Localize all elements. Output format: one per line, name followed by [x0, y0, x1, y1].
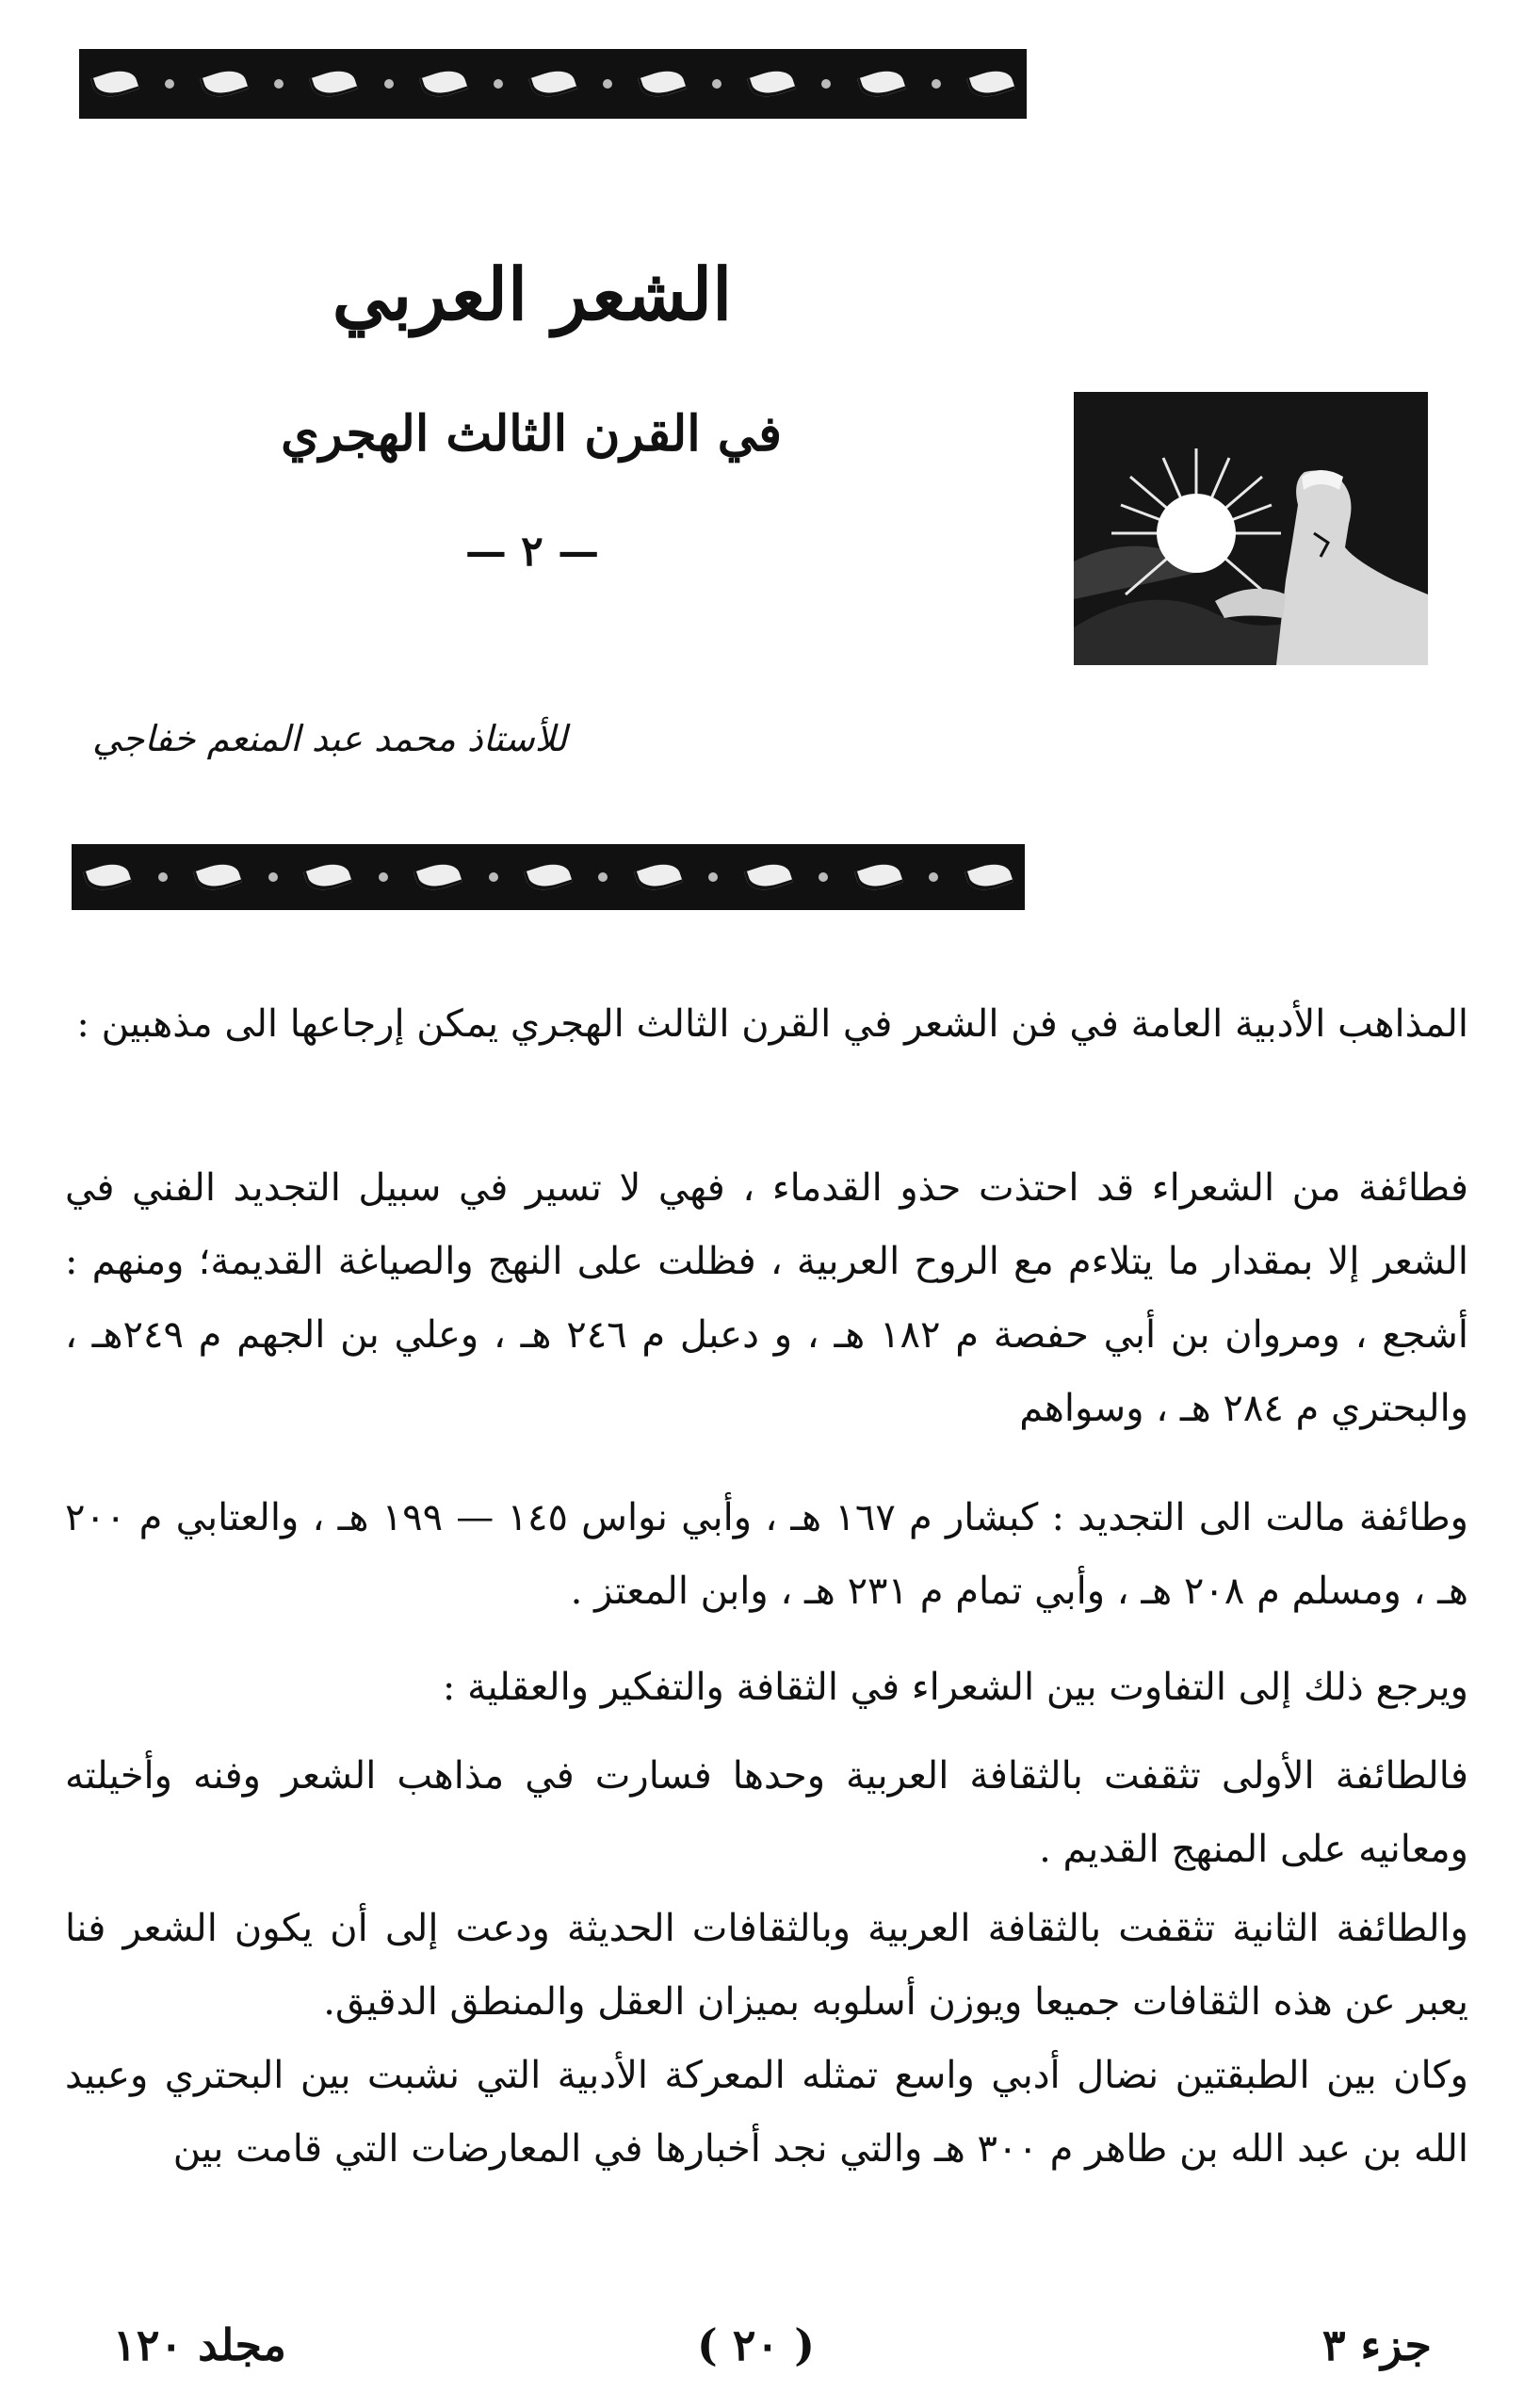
- ornamental-leaf-border-top: [79, 49, 1027, 119]
- article-subtitle: في القرن الثالث الهجري: [281, 405, 782, 463]
- ornamental-leaf-border-middle: [72, 844, 1025, 910]
- footer-page-number: ( ٢٠ ): [697, 2319, 815, 2370]
- body-paragraph: وطائفة مالت الى التجديد : كبشار م ١٦٧ هـ ، وأبي نواس ١٤٥ — ١٩٩ هـ ، والعتابي م ٢٠٠ هـ ، ومسلم م ٢٠٨ هـ ، وأبي تمام م ٢٣١ هـ ، وابن المعتز .: [65, 1496, 1468, 1613]
- body-paragraph: وكان بين الطبقتين نضال أدبي واسع تمثله المعركة الأدبية التي نشبت بين البحتري وعبيد الله بن عبد الله بن طاهر م ٣٠٠ هـ والتي نجد أخبارها في المعارضات التي قامت بين: [65, 2054, 1468, 2171]
- body-paragraph: والطائفة الثانية تثقفت بالثقافة العربية وبالثقافات الحديثة ودعت إلى أن يكون الشعر فنا يعبر عن هذه الثقافات جميعا ويوزن أسلوبه بميزان العقل والمنطق الدقيق.: [65, 1907, 1468, 2024]
- body-paragraph: المذاهب الأدبية العامة في فن الشعر في القرن الثالث الهجري يمكن إرجاعها الى مذهبين :: [76, 1002, 1468, 1046]
- page-footer: [113, 2319, 1432, 2376]
- body-paragraph: فالطائفة الأولى تثقفت بالثقافة العربية وحدها فسارت في مذاهب الشعر وفنه وأخيلته ومعانيه على المنهج القديم .: [65, 1754, 1468, 1871]
- man-holding-glowing-sun-illustration: [1074, 392, 1428, 665]
- part-number: — ٢ —: [464, 528, 600, 576]
- footer-part-number: جزء ٣: [1321, 2319, 1432, 2370]
- body-paragraph: فطائفة من الشعراء قد احتذت حذو القدماء ، فهي لا تسير في سبيل التجديد الفني في الشعر إلا بمقدار ما يتلاءم مع الروح العربية ، فظلت على النهج والصياغة القديمة؛ ومنهم : أشجع ، ومروان بن أبي حفصة م ١٨٢ هـ ، و دعبل م ٢٤٦ هـ ، وعلي بن الجهم م ٢٤٩هـ ، والبحتري م ٢٨٤ هـ ، وسواهم: [65, 1166, 1469, 1430]
- author-signature: للأستاذ محمد عبد المنعم خفاجي: [92, 718, 567, 759]
- footer-volume-number: مجلد ١٢٠: [113, 2319, 286, 2370]
- article-title: الشعر العربي: [332, 252, 733, 336]
- body-paragraph: ويرجع ذلك إلى التفاوت بين الشعراء في الثقافة والتفكير والعقلية :: [442, 1666, 1468, 1709]
